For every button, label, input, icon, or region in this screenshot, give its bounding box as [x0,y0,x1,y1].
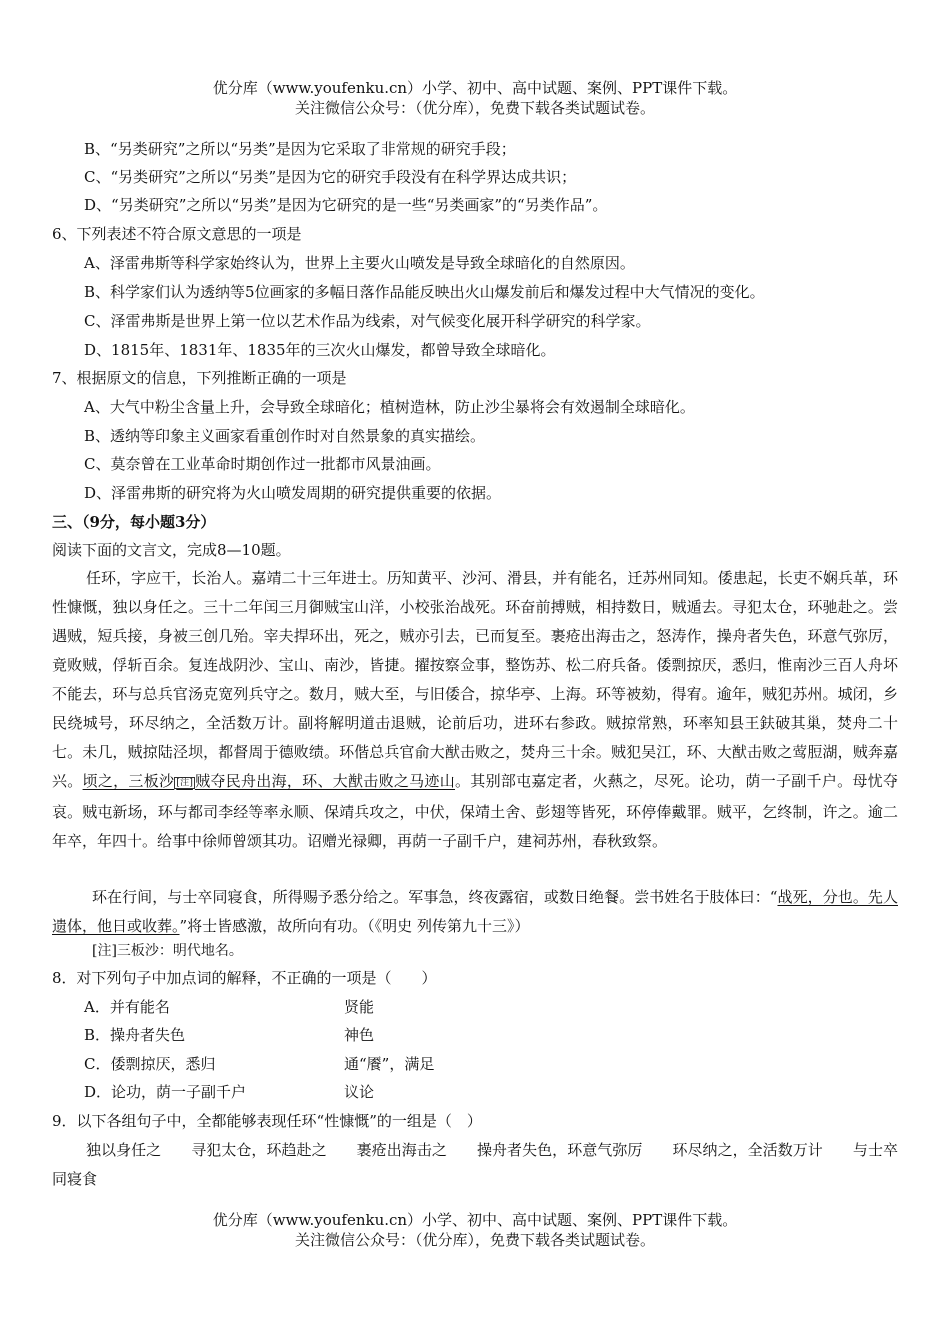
passage-note: [注]三板沙：明代地名。 [92,943,243,959]
q8-option-d: D．论功，荫一子副千户 [84,1083,247,1101]
classical-passage-paragraph-1 [52,564,898,856]
q9-stem: 9．以下各组句子中，全都能够表现任环“性慷慨”的一组是（ ） [52,1112,482,1130]
q8-option-c-meaning: 通“餍”，满足 [344,1055,435,1073]
passage-text-cont: 。其别部屯嘉定者，火爇之，尽死。论功，荫一子副千户。母忧夺哀。贼屯新场，环与都司李经等率永顺、保靖兵攻之，中伏，保靖土舍、彭翅等皆死，环停俸戴罪。贼平，乞终制，许之。逾二年卒，年四十。给事中徐师曾颂其功。诏赠光禄卿，再荫一子副千户，建祠苏州，春秋致祭。 [52,772,898,850]
q7-option-a: A、大气中粉尘含量上升，会导致全球暗化；植树造林，防止沙尘暴将会有效遏制全球暗化。 [84,398,695,416]
passage-text: 任环，字应干，长治人。嘉靖二十三年进士。历知黄平、沙河、滑县，并有能名，迁苏州同知。倭患起，长吏不娴兵革，环性慷慨，独以身任之。三十二年闰三月御贼宝山洋，小校张治战死。环奋前搏贼，相持数日，贼遁去。寻犯太仓，环驰赴之。尝遇贼，短兵接，身被三创几殆。宰夫捍环出，死之，贼亦引去，已而复至。裹疮出海击之，怒涛作，操舟者失色，环意气弥厉，竟败贼，俘斩百余。复连战阴沙、宝山、南沙，皆捷。擢按察佥事，整饬苏、松二府兵备。倭剽掠厌，悉归，惟南沙三百人舟坏不能去，环与总兵官汤克宽列兵守之。数月，贼大至，与旧倭合，掠华亭、上海。环等被劾，得宥。逾年，贼犯苏州。城闭，乡民绕城号，环尽纳之，全活数万计。副将解明道击退贼，论前后功，进环右参政。贼掠常熟，环率知县王鈇破其巢，焚舟二十七。未几，贼掠陆泾坝，都督周于德败绩。环偕总兵官俞大猷击败之，焚舟三十余。贼犯吴江，环、大猷击败之莺脰湖，贼奔嘉兴。 [52,569,898,790]
q8-option-a: A．并有能名 [84,998,170,1016]
underlined-sentence-1 [83,772,455,790]
q7-option-b: B、透纳等印象主义画家看重创作时对自然景象的真实描绘。 [84,427,486,445]
page-header [0,78,950,118]
q8-option-c: C．倭剽掠厌，悉归 [84,1055,216,1073]
header-line-2: 关注微信公众号：（优分库），免费下载各类试题试卷。 [294,99,655,117]
q8-option-a-meaning: 贤能 [344,998,375,1016]
footer-line-2: 关注微信公众号：（优分库），免费下载各类试题试卷。 [294,1231,655,1249]
q7-option-d: D、泽雷弗斯的研究将为火山喷发周期的研究提供重要的依据。 [84,484,502,502]
q8-stem: 8．对下列句子中加点词的解释，不正确的一项是（ ） [52,969,437,987]
classical-passage-paragraph-2 [52,883,898,941]
q5-option-d: D、“另类研究”之所以“另类”是因为它研究的是一些“另类画家”的“另类作品”。 [84,196,608,214]
q9-body: 独以身任之 寻犯太仓，环趋赴之 裹疮出海击之 操舟者失色，环意气弥厉 环尽纳之，全活数万计 与士卒同寝食 [52,1141,898,1188]
q5-option-b: B、“另类研究”之所以“另类”是因为它采取了非常规的研究手段； [84,140,516,158]
q6-option-b: B、科学家们认为透纳等5位画家的多幅日落作品能反映出火山爆发前后和爆发过程中大气情况的变化。 [84,283,765,301]
q6-option-a: A、泽雷弗斯等科学家始终认为，世界上主要火山喷发是导致全球暗化的自然原因。 [84,254,635,272]
q8-option-b: B．操舟者失色 [84,1026,186,1044]
q7-option-c: C、莫奈曾在工业革命时期创作过一批都市风景油画。 [84,455,441,473]
passage-text-2-cont: ”将士皆感激，故所向有功。（《明史 列传第九十三》） [179,917,530,935]
underlined-text-1a: 顷之，三板沙 [82,772,175,790]
underlined-sentence-2: 战死，分也。先人遗体，他日或收葬。 [52,888,898,935]
q7-stem: 7、根据原文的信息，下列推断正确的一项是 [52,369,347,387]
q6-option-c: C、泽雷弗斯是世界上第一位以艺术作品为线索，对气候变化展开科学研究的科学家。 [84,312,651,330]
passage-text-2: 环在行间，与士卒同寝食，所得赐予悉分给之。军事急，终夜露宿，或数日绝餐。尝书姓名于肢体曰：“ [92,888,778,906]
q6-option-d: D、1815年、1831年、1835年的三次火山爆发，都曾导致全球暗化。 [84,341,556,359]
q5-option-c: C、“另类研究”之所以“另类”是因为它的研究手段没有在科学界达成共识； [84,168,577,186]
q6-stem: 6、下列表述不符合原文意思的一项是 [52,225,302,243]
footer-line-1: 优分库（www.youfenku.cn）小学、初中、高中试题、案例、PPT课件下载。 [212,1211,738,1229]
q8-option-b-meaning: 神色 [344,1026,375,1044]
header-line-1: 优分库（www.youfenku.cn）小学、初中、高中试题、案例、PPT课件下载。 [212,79,738,97]
note-marker: [注] [176,778,193,788]
section-3-intro: 阅读下面的文言文，完成8—10题。 [52,541,291,559]
section-3-title: 三、（9分，每小题3分） [52,513,216,531]
q8-option-d-meaning: 议论 [344,1083,375,1101]
page-footer [0,1210,950,1250]
underlined-text-1b: 贼夺民舟出海，环、大猷击败之马迹山 [194,772,456,790]
